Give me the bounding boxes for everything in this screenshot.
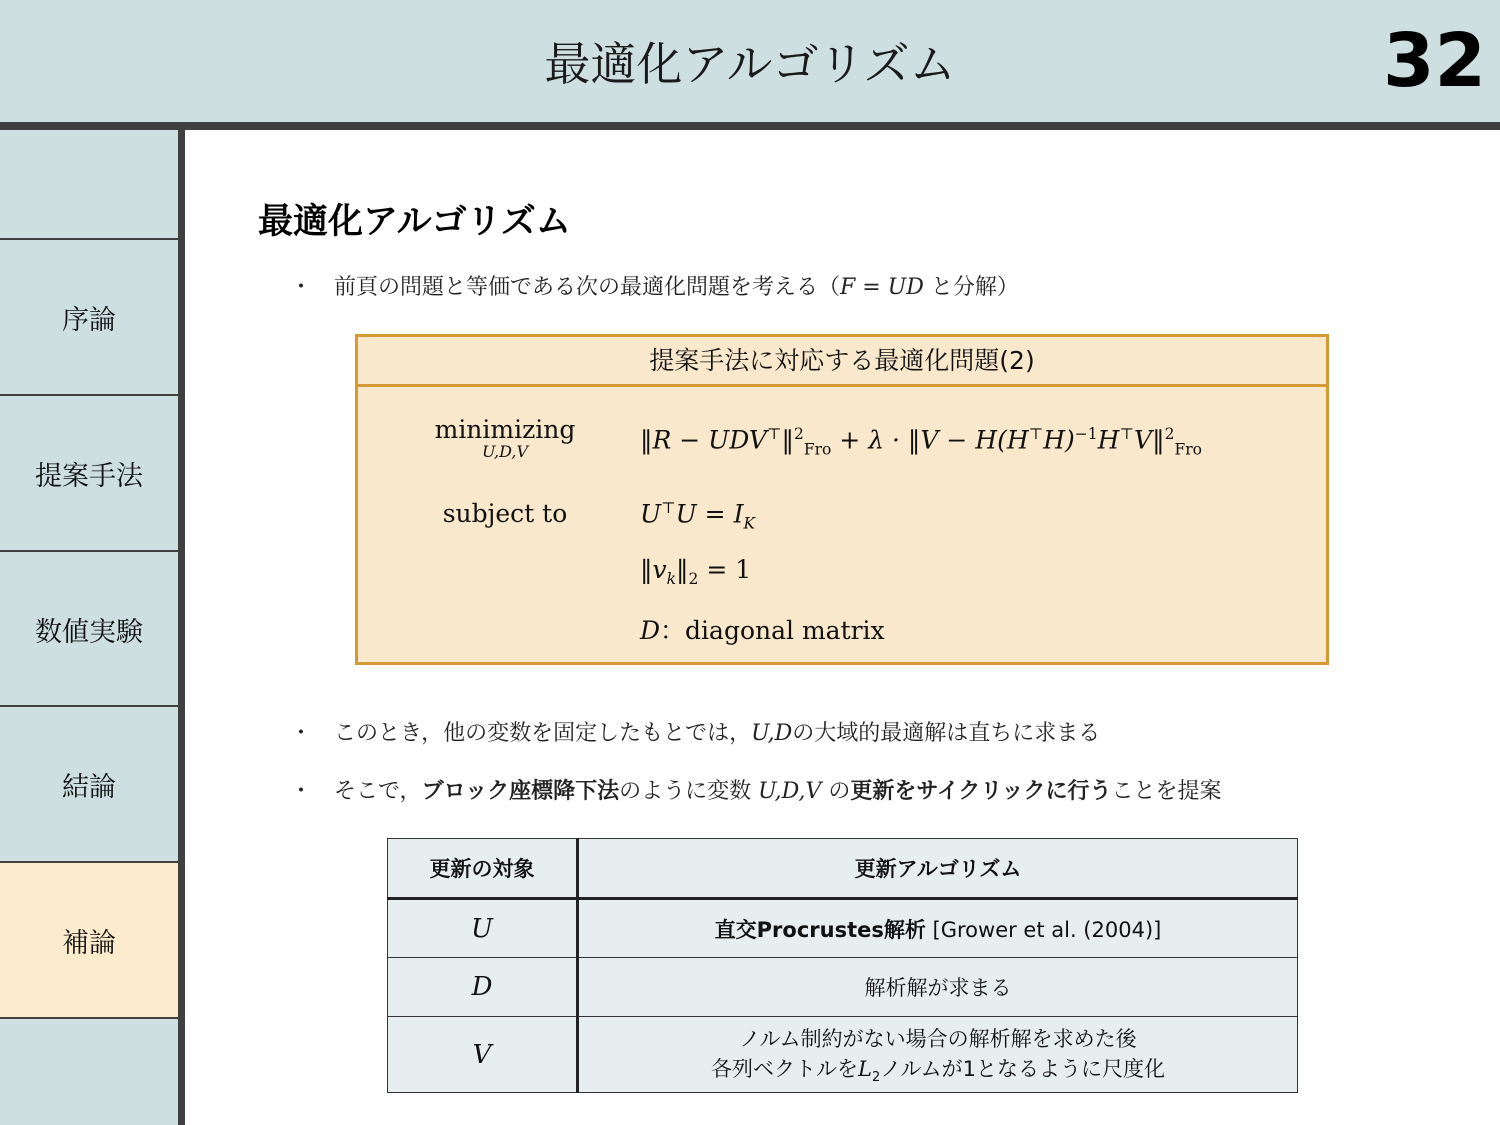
bullet-text: と分解）: [923, 275, 1019, 300]
sidebar-item-label: 序論: [62, 304, 116, 336]
table-header-algorithm: 更新アルゴリズム: [578, 839, 1298, 899]
inline-math-subscript: 2: [871, 1070, 881, 1086]
constraint-part: ：diagonal matrix: [660, 616, 885, 645]
sidebar-item-label: 数値実験: [35, 616, 143, 648]
optimization-problem-box: [355, 334, 1329, 665]
sidebar-item-label: 提案手法: [35, 460, 143, 492]
bullet-text: の: [821, 779, 851, 804]
constraint-norm: [640, 555, 751, 588]
constraint-part: ⊤: [661, 499, 676, 517]
objective-part: + λ · ‖V − H(H: [831, 425, 1029, 455]
page-number: 32: [1383, 18, 1486, 104]
objective-part: Fro: [803, 440, 832, 459]
slide-header: [0, 0, 1500, 122]
bullet-item: [290, 270, 1019, 301]
constraint-orthogonal: [640, 499, 755, 532]
algorithm-text: 各列ベクトルを: [711, 1057, 859, 1082]
bullet-marker: ・: [290, 275, 313, 300]
table-header-row: [388, 839, 1298, 899]
objective-part: ⊤: [1028, 425, 1044, 443]
minimizing-variables: U,D,V: [482, 442, 528, 461]
table-cell-target: V: [388, 1017, 578, 1093]
update-algorithm-table: [387, 838, 1298, 1093]
algorithm-reference: [Grower et al. (2004)]: [925, 917, 1162, 942]
algorithm-text: ノルムが1となるように尺度化: [880, 1057, 1165, 1082]
constraint-diagonal: [640, 611, 885, 647]
subject-to-label: subject to: [442, 499, 568, 528]
section-title: 最適化アルゴリズム: [258, 202, 571, 242]
bullet-item: [290, 774, 1222, 805]
bullet-text: 前頁の問題と等価である次の最適化問題を考える（: [334, 275, 841, 300]
objective-part: 2: [1164, 425, 1175, 443]
bullet-item: [290, 716, 1100, 747]
sidebar-item-label: 補論: [62, 927, 116, 959]
sidebar-item-introduction[interactable]: [0, 238, 178, 394]
constraint-part: k: [666, 570, 677, 588]
objective-part: ⊤: [766, 425, 782, 443]
objective-part: V‖: [1134, 425, 1165, 455]
constraint-part: D: [640, 616, 661, 645]
algorithm-line: ノルム制約がない場合の解析解を求めた後: [739, 1027, 1137, 1052]
objective-part: ‖R − UDV: [640, 425, 767, 455]
objective-part: 2: [793, 425, 804, 443]
sidebar-item-proposed-method[interactable]: [0, 394, 178, 550]
constraint-part: U: [640, 499, 662, 529]
table-cell-algorithm: [578, 899, 1298, 958]
constraint-part: ‖v: [640, 555, 667, 584]
sidebar-border: [178, 130, 185, 1125]
objective-function: [640, 425, 1202, 458]
box-title: 提案手法に対応する最適化問題(2): [358, 337, 1326, 387]
table-header-target: 更新の対象: [388, 839, 578, 899]
objective-part: H): [1043, 425, 1075, 455]
bullet-text: の大域的最適解は直ちに求まる: [792, 721, 1101, 746]
table-row: [388, 899, 1298, 958]
inline-math: F = UD: [840, 275, 924, 300]
objective-part: −1: [1074, 425, 1098, 443]
constraint-part: = 1: [698, 555, 752, 584]
constraint-part: ‖: [676, 555, 689, 584]
objective-part: ‖: [781, 425, 794, 455]
minimizing-text: minimizing: [434, 415, 576, 444]
sidebar-item-conclusion[interactable]: [0, 705, 178, 861]
inline-math: U,D: [751, 721, 793, 746]
bullet-text: のように変数: [619, 779, 759, 804]
sidebar-divider: [0, 1017, 178, 1019]
bullet-marker: ・: [290, 779, 313, 804]
bullet-marker: ・: [290, 721, 313, 746]
header-divider: [0, 122, 1500, 130]
table-cell-target: U: [388, 899, 578, 958]
table-cell-algorithm: 解析解が求まる: [578, 958, 1298, 1017]
constraint-part: U = I: [675, 499, 744, 529]
constraint-part: 2: [688, 570, 699, 588]
table-cell-algorithm: [578, 1017, 1298, 1093]
slide-title: 最適化アルゴリズム: [544, 37, 956, 91]
bullet-bold-text: ブロック座標降下法: [421, 779, 620, 804]
bullet-text: このとき，他の変数を固定したもとでは，: [334, 721, 752, 746]
sidebar-item-appendix[interactable]: [0, 861, 178, 1017]
table-row: [388, 1017, 1298, 1093]
algorithm-line: [579, 1053, 1297, 1085]
sidebar-item-label: 結論: [62, 771, 116, 803]
objective-part: ⊤: [1119, 425, 1135, 443]
table-cell-target: D: [388, 958, 578, 1017]
inline-math: L: [858, 1057, 872, 1082]
objective-part: H: [1097, 425, 1120, 455]
bullet-bold-text: 更新をサイクリックに行う: [850, 779, 1112, 804]
sidebar-item-experiments[interactable]: [0, 550, 178, 706]
algorithm-name: 直交Procrustes解析: [714, 917, 926, 942]
constraint-part: K: [743, 514, 756, 533]
objective-part: Fro: [1174, 440, 1202, 459]
minimizing-label: [405, 415, 605, 461]
bullet-text: そこで，: [334, 779, 422, 804]
inline-math: U,D,V: [758, 779, 822, 804]
table-row: [388, 958, 1298, 1017]
bullet-text: ことを提案: [1111, 779, 1222, 804]
